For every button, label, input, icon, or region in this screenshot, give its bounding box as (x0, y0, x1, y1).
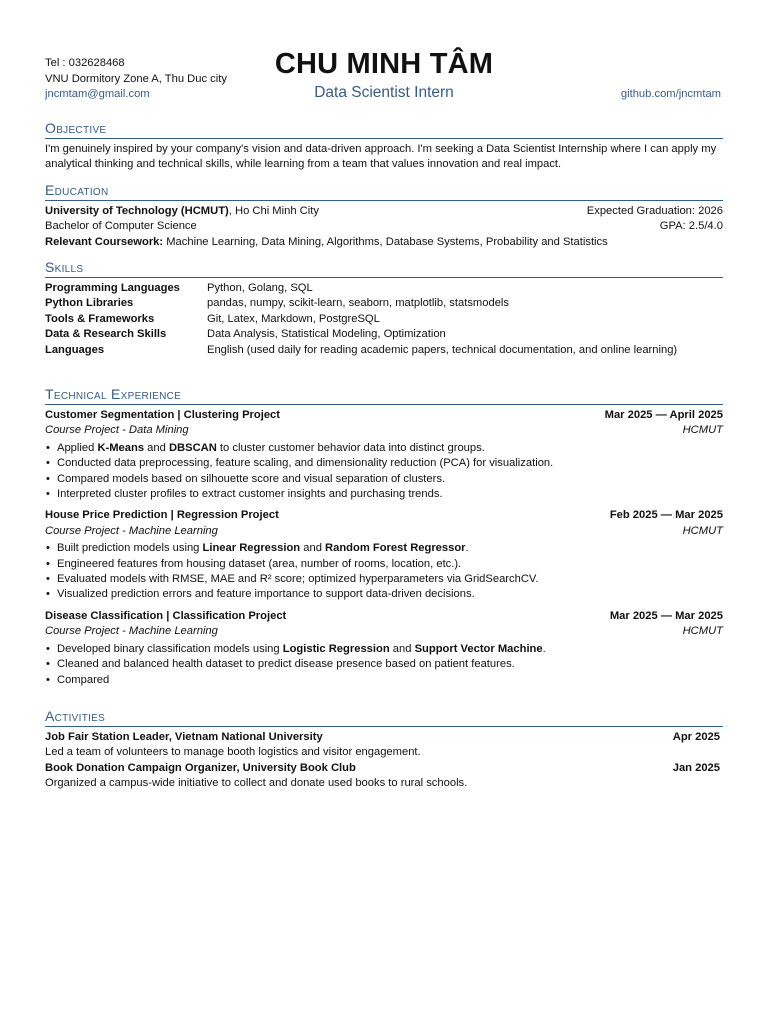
skill-value: Python, Golang, SQL (207, 282, 313, 294)
candidate-role: Data Scientist Intern (314, 84, 454, 101)
project-date: Mar 2025 — April 2025 (604, 409, 723, 421)
project-entry (45, 408, 723, 502)
project-date: Feb 2025 — Mar 2025 (609, 509, 723, 522)
activities-heading: Activities (45, 708, 723, 727)
objective-text: I'm genuinely inspired by your company's vision and data-driven approach. I'm seeking a Data Scientist Internship where I can apply my analytical thinking and technical skills, while learning from a team that values innovation and real impact. (45, 143, 717, 171)
bullet-item: • Developed binary classification models using Logistic Regression and Support Vector Machine. (45, 642, 723, 657)
bullet-item: • Visualized prediction errors and feature importance to support data-driven decisions. (45, 587, 723, 602)
project-entry (45, 609, 723, 688)
objective-section (45, 120, 723, 173)
objective-heading: Objective (45, 120, 723, 139)
education-heading: Education (45, 182, 723, 201)
activity-row (45, 730, 723, 745)
bullet-item: • Built prediction models using Linear Regression and Random Forest Regressor. (45, 541, 723, 556)
email-link[interactable]: jncmtam@gmail.com (45, 88, 150, 101)
skill-label: Languages (45, 343, 105, 356)
education-row-school (45, 204, 723, 219)
bullet-item: • Compared (45, 673, 723, 688)
school-location: , Ho Chi Minh City (228, 205, 319, 217)
gpa: GPA: 2.5/4.0 (659, 220, 723, 233)
school-name: University of Technology (HCMUT) (45, 205, 229, 217)
resume-header (45, 0, 723, 112)
experience-heading: Technical Experience (45, 386, 723, 405)
education-section (45, 182, 723, 250)
candidate-name: CHU MINH TÂM (274, 48, 494, 80)
skill-value: English (used daily for reading academic papers, technical documentation, and online learning) (207, 343, 678, 356)
bullet-item: • Compared models based on silhouette score and visual separation of clusters. (45, 472, 723, 487)
skill-value: Git, Latex, Markdown, PostgreSQL (207, 312, 380, 325)
graduation-date: Expected Graduation: 2026 (586, 205, 723, 217)
education-row-degree (45, 219, 723, 234)
skill-label: Programming Languages (45, 282, 180, 294)
bullet-item: • Interpreted cluster profiles to extract customer insights and purchasing trends. (45, 487, 723, 502)
project-bullets (45, 441, 723, 503)
activities-section (45, 708, 723, 792)
bullet-item: • Engineered features from housing dataset (area, number of rooms, location, etc.). (45, 557, 723, 572)
project-subtitle: Course Project - Data Mining (45, 424, 189, 437)
skills-section (45, 259, 723, 358)
phone-number: Tel : 032628468 (45, 57, 125, 69)
activity-row (45, 761, 723, 776)
github-link[interactable]: github.com/jncmtam (620, 88, 721, 100)
project-entry (45, 508, 723, 602)
project-org: HCMUT (682, 625, 723, 638)
coursework (45, 235, 723, 250)
project-name: Disease Classification | Classification Project (45, 609, 287, 622)
project-date: Mar 2025 — Mar 2025 (609, 609, 723, 622)
skill-value: pandas, numpy, scikit-learn, seaborn, matplotlib, statsmodels (207, 297, 509, 310)
coursework-label: Relevant Coursework: (45, 235, 164, 248)
bullet-item: • Applied K-Means and DBSCAN to cluster customer behavior data into distinct groups. (45, 441, 723, 456)
project-name: Customer Segmentation | Clustering Project (45, 409, 280, 421)
skill-value: Data Analysis, Statistical Modeling, Optimization (207, 328, 446, 341)
project-subtitle: Course Project - Machine Learning (45, 524, 218, 537)
activity-role: Job Fair Station Leader, Vietnam National University (45, 731, 323, 743)
activity-date: Jan 2025 (672, 761, 720, 774)
skill-label: Python Libraries (45, 297, 134, 310)
activity-role: Book Donation Campaign Organizer, University Book Club (45, 761, 356, 774)
project-name: House Price Prediction | Regression Project (45, 509, 279, 522)
experience-section (45, 386, 723, 694)
project-subtitle: Course Project - Machine Learning (45, 625, 218, 638)
project-bullets (45, 541, 723, 603)
resume-page (45, 0, 723, 1024)
coursework-list: Machine Learning, Data Mining, Algorithms, Database Systems, Probability and Statistics (163, 235, 608, 248)
bullet-item: • Conducted data preprocessing, feature scaling, and dimensionality reduction (PCA) for visualization. (45, 456, 723, 471)
activity-description: Led a team of volunteers to manage booth logistics and visitor engagement. (45, 746, 421, 759)
activity-date: Apr 2025 (672, 731, 720, 743)
degree: Bachelor of Computer Science (45, 220, 197, 233)
bullet-item: • Evaluated models with RMSE, MAE and R² score; optimized hyperparameters via GridSearchCV. (45, 572, 723, 587)
bullet-item: • Cleaned and balanced health dataset to predict disease presence based on patient features. (45, 657, 723, 672)
project-org: HCMUT (682, 524, 723, 537)
skill-label: Data & Research Skills (45, 328, 167, 341)
skills-grid (45, 281, 723, 358)
activity-description: Organized a campus-wide initiative to collect and donate used books to rural schools. (45, 777, 468, 790)
project-org: HCMUT (682, 424, 723, 437)
project-bullets (45, 642, 723, 688)
skills-heading: Skills (45, 259, 723, 278)
address: VNU Dormitory Zone A, Thu Duc city (45, 72, 227, 85)
skill-label: Tools & Frameworks (45, 312, 155, 325)
